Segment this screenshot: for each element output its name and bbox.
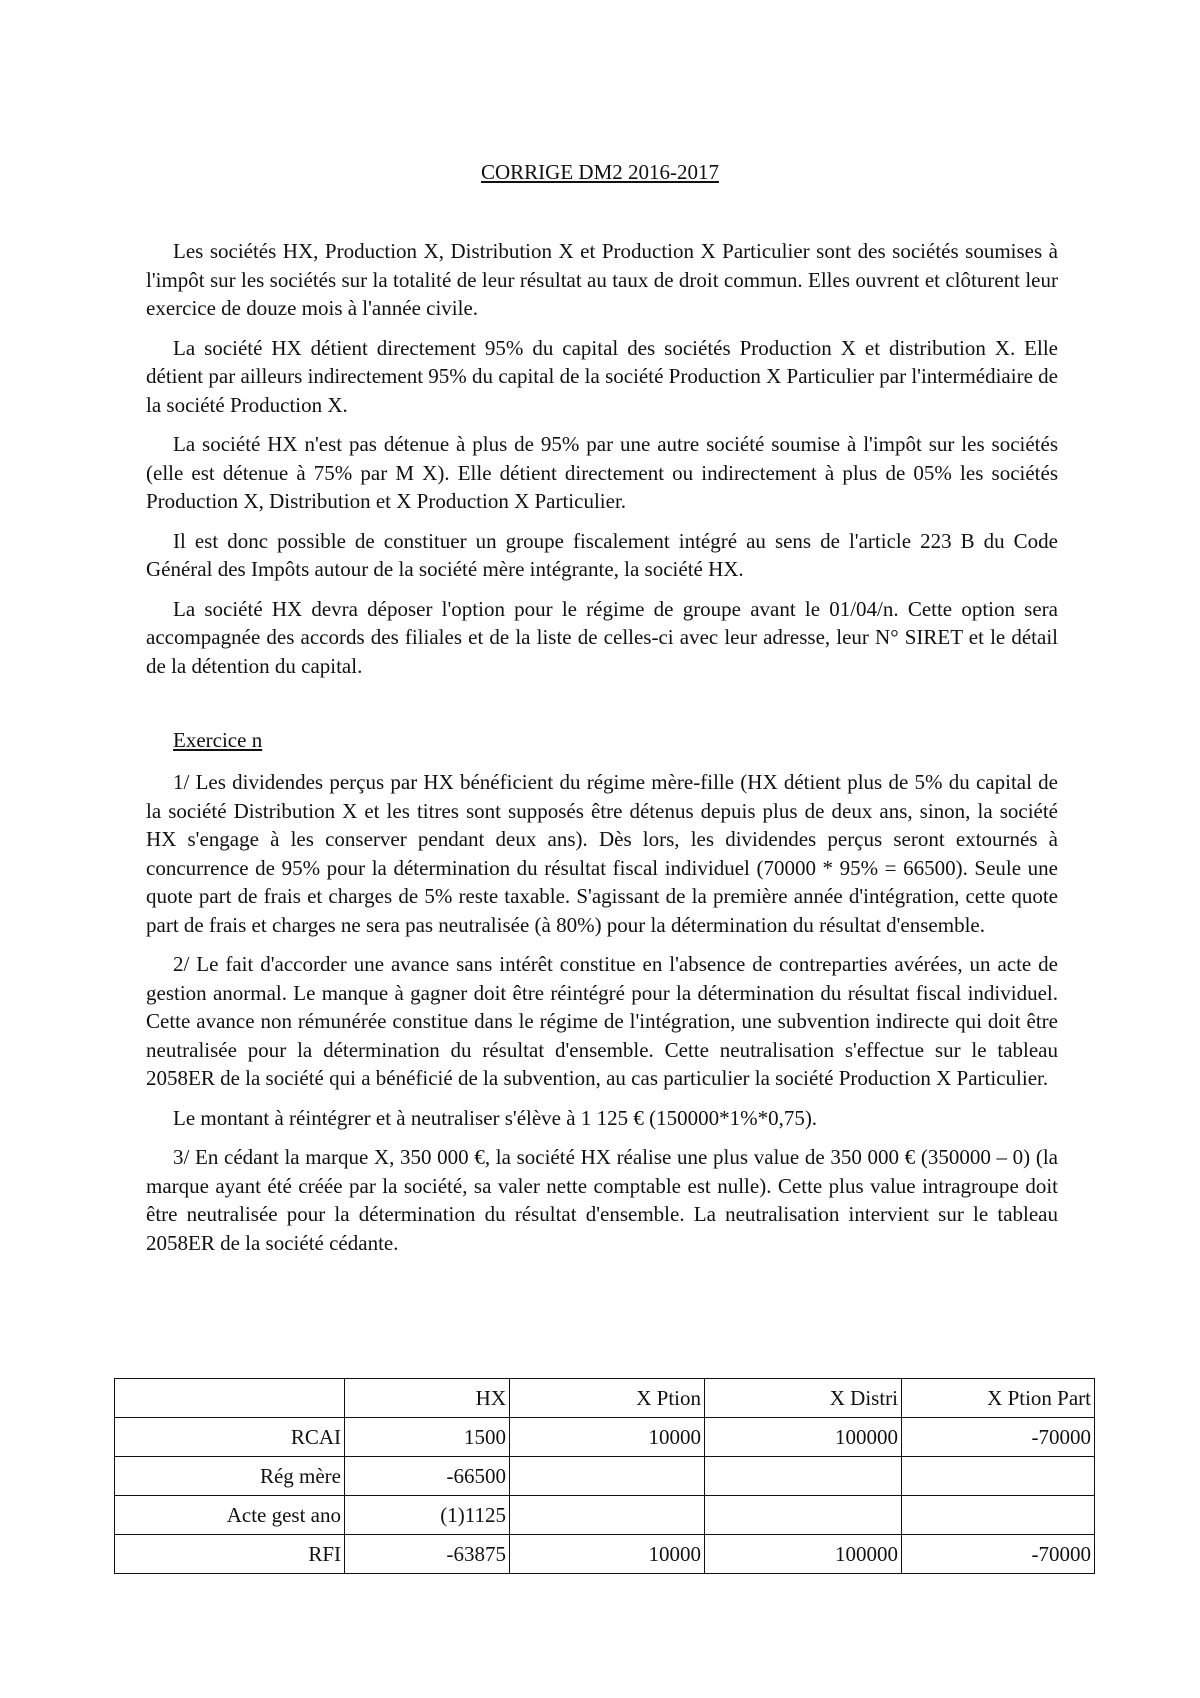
intro-paragraph: La société HX n'est pas détenue à plus de 95% par une autre société soumise à l'impôt sur les sociétés (elle est détenue à 75% par M X). Elle détient directement ou indirectement à plus de 05% les sociétés Production X, Distribution et X Production X Particulier. [146, 432, 1058, 513]
result-table [114, 1378, 1095, 1574]
exercise-section [146, 768, 1058, 1268]
intro-paragraph: La société HX devra déposer l'option pour le régime de groupe avant le 01/04/n. Cette option sera accompagnée des accords des filiales et de la liste de celles-ci avec leur adresse, leur N° SIRET et le détail de la détention du capital. [146, 596, 1058, 678]
exercise-paragraph: 2/ Le fait d'accorder une avance sans intérêt constitue en l'absence de contreparties avérées, un acte de gestion anormal. Le manque à gagner doit être réintégré pour la détermination du résultat fiscal individuel. Cette avance non rémunérée constitue dans le régime de l'intégration, une subvention indirecte qui doit être neutralisée pour la détermination du résultat d'ensemble. Cette neutralisation s'effectue sur le tableau 2058ER de la société qui a bénéficié de la subvention, au cas particulier la société Production X Particulier. [146, 952, 1058, 1090]
table-row-label: RFI [115, 1535, 345, 1574]
table-row-label: Rég mère [115, 1457, 345, 1496]
table-cell: -63875 [345, 1535, 510, 1574]
table-cell: -70000 [902, 1418, 1095, 1457]
table-header-cell: HX [345, 1379, 510, 1418]
table-cell: 100000 [705, 1418, 902, 1457]
table-cell [510, 1457, 705, 1496]
document-title: CORRIGE DM2 2016-2017 [480, 160, 719, 184]
table-header-cell: X Distri [705, 1379, 902, 1418]
intro-section [146, 237, 1058, 691]
table-cell [705, 1457, 902, 1496]
intro-paragraph: Il est donc possible de constituer un groupe fiscalement intégré au sens de l'article 223 B du Code Général des Impôts autour de la société mère intégrante, la société HX. [146, 528, 1058, 581]
table-cell: 10000 [510, 1535, 705, 1574]
table-cell [705, 1496, 902, 1535]
table-row [115, 1535, 1095, 1574]
table-cell: 100000 [705, 1535, 902, 1574]
table-cell [510, 1496, 705, 1535]
table-header-cell: X Ption Part [902, 1379, 1095, 1418]
table-row-label: Acte gest ano [115, 1496, 345, 1535]
table-cell [902, 1496, 1095, 1535]
intro-paragraph: La société HX détient directement 95% du capital des sociétés Production X et distribution X. Elle détient par ailleurs indirectement 95% du capital de la société Production X Particulier par l'intermédiaire de la société Production X. [146, 335, 1058, 417]
exercise-paragraph: Le montant à réintégrer et à neutraliser s'élève à 1 125 € (150000*1%*0,75). [173, 1105, 818, 1130]
section-title-exercice: Exercice n [173, 728, 263, 752]
table-cell: -66500 [345, 1457, 510, 1496]
table-row-label: RCAI [115, 1418, 345, 1457]
table-cell: (1)1125 [345, 1496, 510, 1535]
table-cell: 10000 [510, 1418, 705, 1457]
table-row [115, 1457, 1095, 1496]
intro-paragraph: Les sociétés HX, Production X, Distribution X et Production X Particulier sont des sociétés soumises à l'impôt sur les sociétés sur la totalité de leur résultat au taux de droit commun. Elles ouvrent et clôturent leur exercice de douze mois à l'année civile. [146, 239, 1058, 320]
table-cell: -70000 [902, 1535, 1095, 1574]
exercise-paragraph: 1/ Les dividendes perçus par HX bénéficient du régime mère-fille (HX détient plus de 5% du capital de la société Distribution X et les titres sont supposés être détenus depuis plus de deux ans, sinon, la société HX s'engage à les conserver pendant deux ans). Dès lors, les dividendes perçus seront extournés à concurrence de 95% pour la détermination du résultat fiscal individuel (70000 * 95% = 66500). Seule une quote part de frais et charges de 5% reste taxable. S'agissant de la première année d'intégration, cette quote part de frais et charges ne sera pas neutralisée (à 80%) pour la détermination du résultat d'ensemble. [146, 770, 1058, 937]
table-header-row [115, 1379, 1095, 1418]
table-header-cell [115, 1379, 345, 1418]
table-cell: 1500 [345, 1418, 510, 1457]
table-row [115, 1496, 1095, 1535]
table-row [115, 1418, 1095, 1457]
table-cell [902, 1457, 1095, 1496]
exercise-paragraph: 3/ En cédant la marque X, 350 000 €, la société HX réalise une plus value de 350 000 € (350000 – 0) (la marque ayant été créée par la société, sa valer nette comptable est nulle). Cette plus value intragroupe doit être neutralisée pour la détermination du résultat d'ensemble. La neutralisation intervient sur le tableau 2058ER de la société cédante. [146, 1145, 1058, 1255]
table-header-cell: X Ption [510, 1379, 705, 1418]
